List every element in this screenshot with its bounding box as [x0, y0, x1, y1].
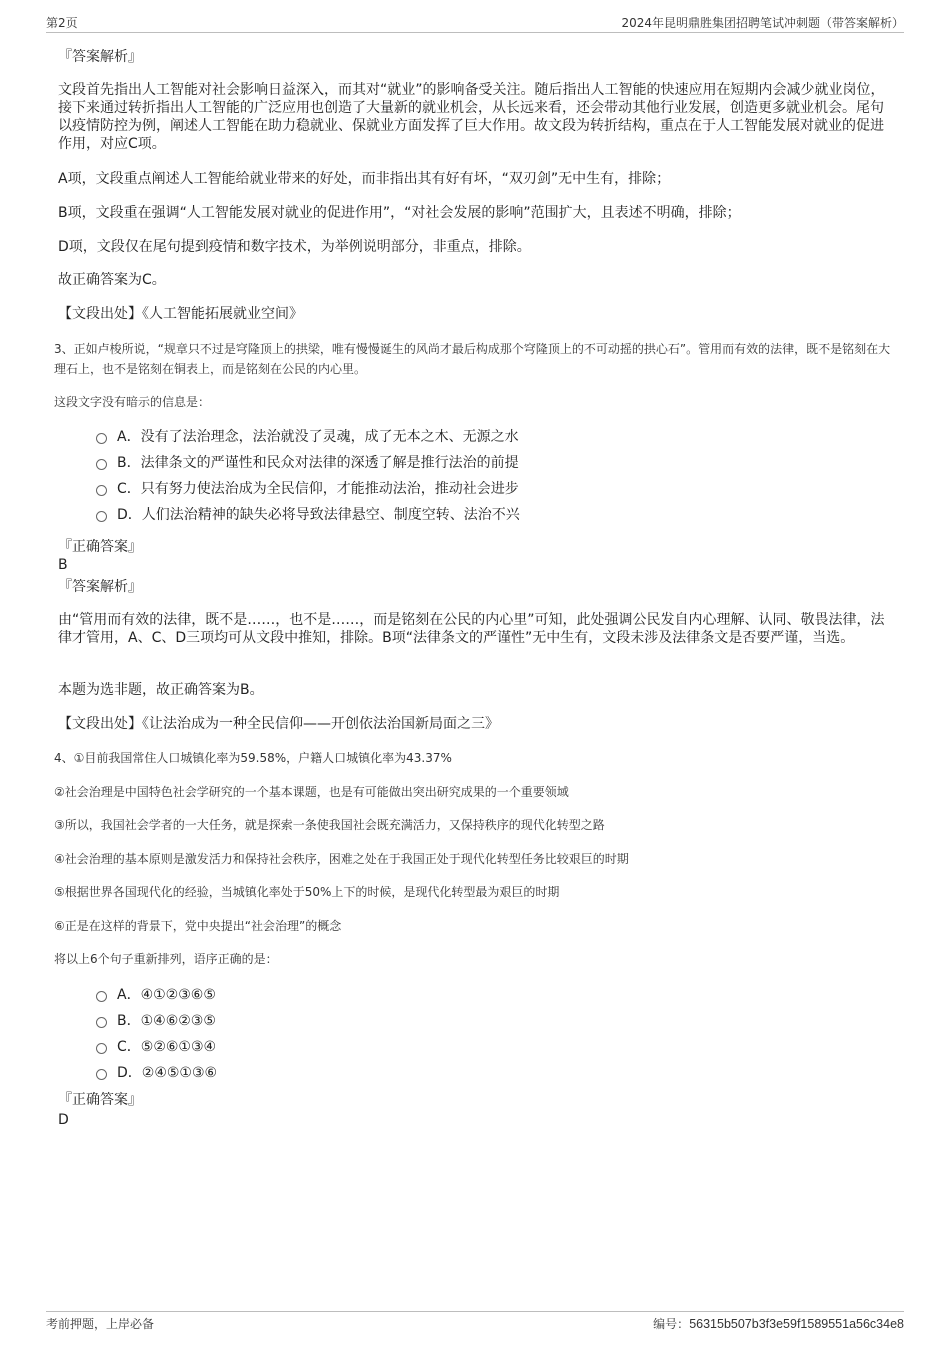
q4-answer: D — [58, 1112, 69, 1128]
q3-option-a[interactable] — [96, 428, 519, 446]
footer-code — [653, 1315, 904, 1332]
radio-unchecked-icon[interactable] — [96, 1043, 107, 1054]
q4-sentence-3: ③所以，我国社会学者的一大任务，就是探索一条使我国社会既充满活力，又保持秩序的现代化转型之路 — [54, 818, 605, 832]
radio-unchecked-icon[interactable] — [96, 459, 107, 470]
q2-option-a-explanation: A项，文段重点阐述人工智能给就业带来的好处，而非指出其有好有坏，“双刃剑”无中生有，排除； — [58, 171, 671, 187]
q3-analysis-paragraph: 由“管用而有效的法律，既不是……，也不是……，而是铭刻在公民的内心里”可知，此处强调公民发自内心理解、认同、敬畏法律，法律才管用，A、C、D三项均可从文段中推知，排除。B项“法律条文的严谨性”无中生有，文段未涉及法律条文是否要严谨，当选。 — [58, 612, 885, 646]
q3-analysis-label: 『答案解析』 — [58, 579, 142, 595]
option-label: C．只有努力使法治成为全民信仰，才能推动法治，推动社会进步 — [117, 481, 519, 497]
q2-option-b-explanation: B项，文段重在强调“人工智能发展对就业的促进作用”，“对社会发展的影响”范围扩大，且表述不明确，排除； — [58, 205, 741, 221]
q3-stem: 3、正如卢梭所说，“规章只不过是穹隆顶上的拱梁，唯有慢慢诞生的风尚才最后构成那个穹隆顶上的不可动摇的拱心石”。管用而有效的法律，既不是铭刻在大理石上，也不是铭刻在铜表上，而是铭刻在公民的内心里。 — [54, 342, 891, 376]
q4-sentence-4: ④社会治理的基本原则是激发活力和保持社会秩序，困难之处在于我国正处于现代化转型任务比较艰巨的时期 — [54, 852, 629, 866]
q2-source: 【文段出处】《人工智能拓展就业空间》 — [58, 306, 303, 322]
q2-analysis-label: 『答案解析』 — [58, 49, 142, 65]
q4-sentence-5: ⑤根据世界各国现代化的经验，当城镇化率处于50%上下的时候，是现代化转型最为艰巨的时期 — [54, 885, 560, 899]
footer-slogan: 考前押题，上岸必备 — [46, 1317, 155, 1331]
radio-unchecked-icon[interactable] — [96, 511, 107, 522]
q2-conclusion: 故正确答案为C。 — [58, 272, 166, 288]
q2-option-d-explanation: D项，文段仅在尾句提到疫情和数字技术，为举例说明部分，非重点，排除。 — [58, 239, 531, 255]
radio-unchecked-icon[interactable] — [96, 1017, 107, 1028]
radio-unchecked-icon[interactable] — [96, 1069, 107, 1080]
q2-analysis-paragraph: 文段首先指出人工智能对社会影响日益深入，而其对“就业”的影响备受关注。随后指出人工智能的快速应用在短期内会减少就业岗位，接下来通过转折指出人工智能的广泛应用也创造了大量新的就业机会，从长远来看，还会带动其他行业发展，创造更多就业机会。尾句以疫情防控为例，阐述人工智能在助力稳就业、保就业方面发挥了巨大作用。故文段为转折结构，重点在于人工智能发展对就业的促进作用，对应C项。 — [58, 82, 885, 152]
q3-prompt: 这段文字没有暗示的信息是： — [54, 395, 211, 409]
page-number: 第2页 — [46, 16, 78, 30]
q4-sentence-6: ⑥正是在这样的背景下，党中央提出“社会治理”的概念 — [54, 919, 342, 933]
option-label: B．法律条文的严谨性和民众对法律的深透了解是推行法治的前提 — [117, 455, 519, 471]
q3-option-d[interactable] — [96, 506, 520, 524]
option-label: B．①④⑥②③⑤ — [117, 1013, 216, 1029]
q3-answer: B — [58, 557, 68, 573]
q4-option-d[interactable] — [96, 1064, 217, 1082]
q4-answer-label: 『正确答案』 — [58, 1092, 142, 1108]
radio-unchecked-icon[interactable] — [96, 991, 107, 1002]
page-header — [46, 14, 904, 33]
option-label: C．⑤②⑥①③④ — [117, 1039, 217, 1055]
document-title: 2024年昆明鼎胜集团招聘笔试冲刺题（带答案解析） — [621, 16, 904, 30]
page-footer — [46, 1311, 904, 1334]
option-label: D．②④⑤①③⑥ — [117, 1065, 218, 1081]
option-label: D．人们法治精神的缺失必将导致法律悬空、制度空转、法治不兴 — [117, 507, 520, 523]
q3-source: 【文段出处】《让法治成为一种全民信仰——开创依法治国新局面之三》 — [58, 716, 499, 732]
q4-option-b[interactable] — [96, 1012, 216, 1030]
q4-option-c[interactable] — [96, 1038, 216, 1056]
q4-sentence-1: 4、①目前我国常住人口城镇化率为59.58%，户籍人口城镇化率为43.37% — [54, 751, 452, 765]
q4-prompt: 将以上6个句子重新排列，语序正确的是： — [54, 952, 278, 966]
q3-answer-label: 『正确答案』 — [58, 539, 142, 555]
q3-option-b[interactable] — [96, 454, 519, 472]
q4-option-a[interactable] — [96, 986, 216, 1004]
q3-conclusion: 本题为选非题，故正确答案为B。 — [58, 682, 264, 698]
footer-code-value: 56315b507b3f3e59f1589551a56c34e8 — [689, 1317, 904, 1331]
footer-code-label: 编号： — [653, 1317, 690, 1331]
radio-unchecked-icon[interactable] — [96, 485, 107, 496]
radio-unchecked-icon[interactable] — [96, 433, 107, 444]
option-label: A．④①②③⑥⑤ — [117, 987, 216, 1003]
q3-option-c[interactable] — [96, 480, 519, 498]
option-label: A．没有了法治理念，法治就没了灵魂，成了无本之木、无源之水 — [117, 429, 519, 445]
q4-sentence-2: ②社会治理是中国特色社会学研究的一个基本课题，也是有可能做出突出研究成果的一个重要领域 — [54, 785, 569, 799]
